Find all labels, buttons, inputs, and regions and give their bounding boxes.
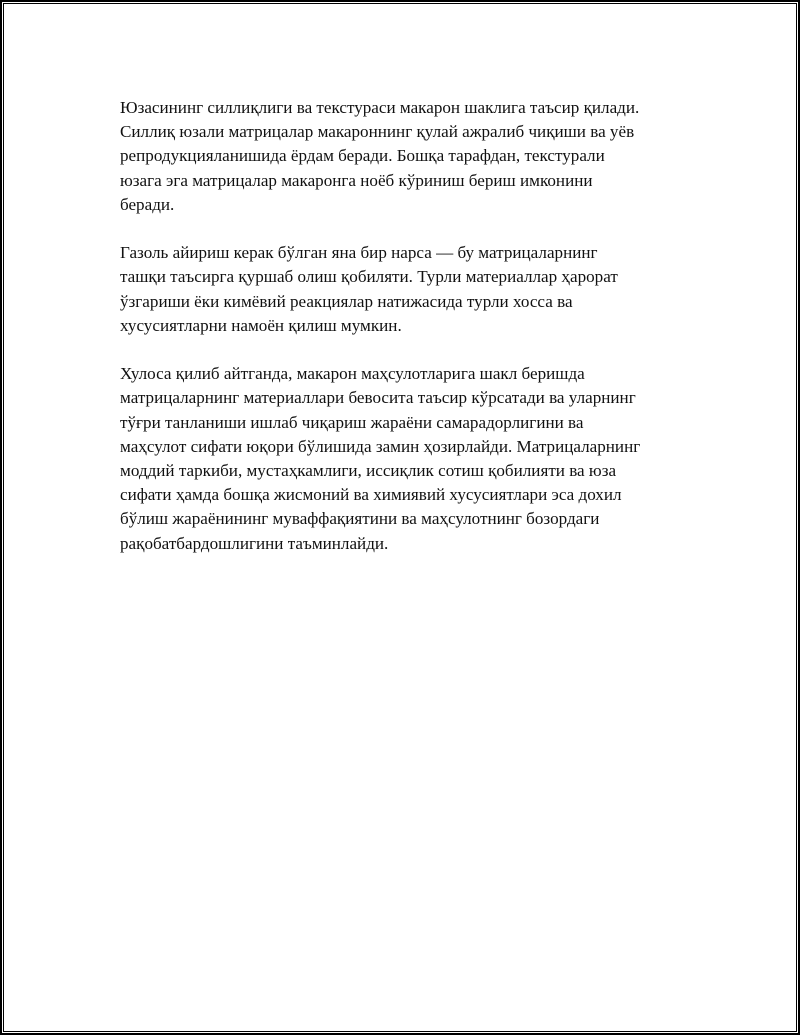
- paragraph-3: Хулоса қилиб айтганда, макарон маҳсулотларига шакл беришда матрицаларнинг материаллари бевосита таъсир кўрсатади ва уларнинг тўғри танланиши ишлаб чиқариш жараёни самарадорлигини ва маҳсулот сифати юқори бўлишида замин ҳозирлайди. Матрицаларнинг моддий таркиби, мустаҳкамлиги, иссиқлик сотиш қобилияти ва юза сифати ҳамда бошқа жисмоний ва химиявий хусусиятлари эса дохил бўлиш жараёнининг муваффақиятини ва маҳсулотнинг бозордаги рақобатбардошлигини таъминлайди.: [120, 364, 641, 553]
- paragraph-1: Юзасининг силлиқлиги ва текстураси макарон шаклига таъсир қилади. Силлиқ юзали матрицалар макароннинг қулай ажралиб чиқиши ва уёв репродукцияланишида ёрдам беради. Бошқа тарафдан, текстурали юзага эга матрицалар макаронга ноёб кўриниш бериш имконини беради.: [120, 98, 640, 214]
- paragraph-2: Газоль айириш керак бўлган яна бир нарса — бу матрицаларнинг ташқи таъсирга қуршаб олиш қобиляти. Турли материаллар ҳарорат ўзгариши ёки кимёвий реакциялар натижасида турли хосса ва хусусиятларни намоён қилиш мумкин.: [120, 243, 618, 335]
- document-body: [120, 96, 700, 580]
